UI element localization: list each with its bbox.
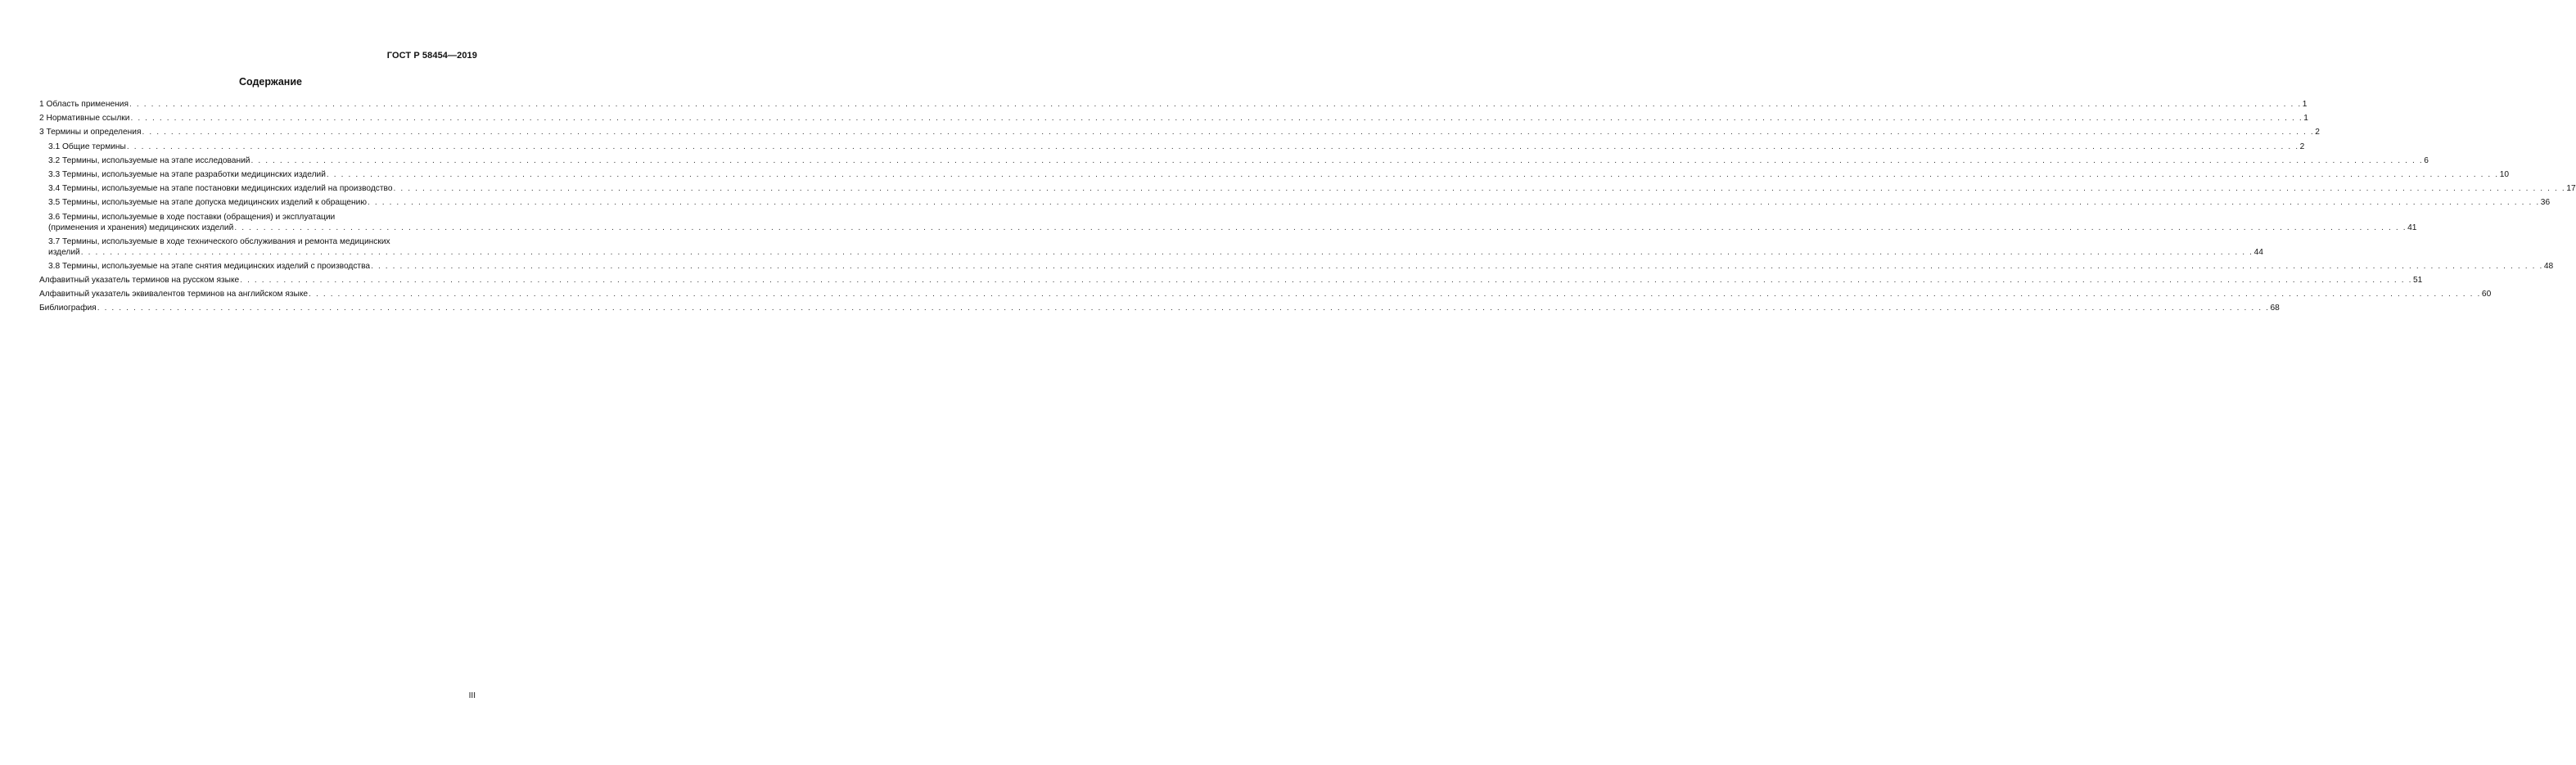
dot-leader: . . . . . . . . . . . . . . . . . . . . . . . . . . . . . . . . . . . . . . . . . . . . . . . . . . . . . . . . . . . . . . . . . . . . . . . . . . . . . . . . . . . . . . . . . . . . . . . . . . . . . . . . . . . . . . . . . . . . . . . . . . . . . . . . . . . . . . . . . . . . . . . . . . . . . . . . . . . . . . . . . . . . . . . . . . . . . . . . . . . . . . . . . . . . . . . . . . . . . . . . . . . . . . . . . . . . . . . . . . . . . . . . . . . . . . . . . . . . . . . . . . . . . . . . . . . . . . . . . . . . . . . . . . . . . . . . . . . . . . . . . . . . . . . . . . . . . . . . . . . . bbox=[326, 169, 2499, 179]
toc-entry-text: Библиография bbox=[39, 304, 97, 313]
toc-entry-text: Алфавитный указатель терминов на русском языке bbox=[39, 276, 240, 286]
toc-entry-page: 41 bbox=[2407, 223, 2417, 232]
toc-entry[interactable] bbox=[39, 127, 2320, 137]
toc-entry-text: 3.3 Термины, используемые на этапе разработки медицинских изделий bbox=[48, 169, 326, 179]
toc-entry[interactable] bbox=[39, 183, 2576, 194]
toc-entry-page: 68 bbox=[2270, 304, 2280, 313]
toc-entry-text: Алфавитный указатель эквивалентов терминов на английском языке bbox=[39, 290, 309, 299]
toc-entry[interactable] bbox=[39, 155, 2429, 166]
toc-entry[interactable] bbox=[39, 275, 2423, 286]
toc-entry[interactable] bbox=[39, 289, 2492, 299]
toc-entry-page: 51 bbox=[2413, 276, 2423, 286]
toc-entry-text: 3.8 Термины, используемые на этапе снятия медицинских изделий с производства bbox=[48, 261, 371, 271]
toc-entry-text: 3.7 Термины, используемые в ходе технического обслуживания и ремонта медицинских bbox=[48, 236, 390, 246]
toc-entry[interactable] bbox=[39, 99, 2308, 110]
page-number: III bbox=[468, 691, 476, 700]
dot-leader: . . . . . . . . . . . . . . . . . . . . . . . . . . . . . . . . . . . . . . . . . . . . . . . . . . . . . . . . . . . . . . . . . . . . . . . . . . . . . . . . . . . . . . . . . . . . . . . . . . . . . . . . . . . . . . . . . . . . . . . . . . . . . . . . . . . . . . . . . . . . . . . . . . . . . . . . . . . . . . . . . . . . . . . . . . . . . . . . . . . . . . . . . . . . . . . . . . . . . . . . . . . . . . . . . . . . . . . . . . . . . . . . . . . . . . . . . . . . . . . . . . . . . . . . . . . . . . . . . . . . . . . . . . . . . . . . . . . . . . . . . . . . . . . . . . . . . . . . . . . . bbox=[309, 290, 2481, 299]
toc-entry-page: 36 bbox=[2540, 198, 2551, 208]
toc-entry-page: 48 bbox=[2543, 261, 2554, 271]
toc-entry[interactable] bbox=[39, 169, 2510, 180]
toc-entry[interactable] bbox=[39, 142, 2305, 152]
toc-entry[interactable] bbox=[39, 236, 2263, 258]
toc-entry-page: 1 bbox=[2302, 100, 2308, 109]
table-of-contents bbox=[39, 99, 2576, 317]
toc-entry[interactable] bbox=[39, 261, 2554, 272]
toc-entry[interactable] bbox=[39, 113, 2308, 124]
toc-entry-page: 17 bbox=[2566, 184, 2576, 194]
toc-entry-page: 2 bbox=[2299, 142, 2305, 151]
dot-leader: . . . . . . . . . . . . . . . . . . . . . . . . . . . . . . . . . . . . . . . . . . . . . . . . . . . . . . . . . . . . . . . . . . . . . . . . . . . . . . . . . . . . . . . . . . . . . . . . . . . . . . . . . . . . . . . . . . . . . . . . . . . . . . . . . . . . . . . . . . . . . . . . . . . . . . . . . . . . . . . . . . . . . . . . . . . . . . . . . . . . . . . . . . . . . . . . . . . . . . . . . . . . . . . . . . . . . . . . . . . . . . . . . . . . . . . . . . . . . . . . . . . . . . . . . . . . . . . . . . . . . . . . . . . . . . . . . . . . . . . . . . . . . . . . . . . . . . . . . . . . bbox=[393, 184, 2566, 194]
toc-entry-text: 3.6 Термины, используемые в ходе поставки (обращения) и эксплуатации bbox=[48, 212, 336, 222]
dot-leader: . . . . . . . . . . . . . . . . . . . . . . . . . . . . . . . . . . . . . . . . . . . . . . . . . . . . . . . . . . . . . . . . . . . . . . . . . . . . . . . . . . . . . . . . . . . . . . . . . . . . . . . . . . . . . . . . . . . . . . . . . . . . . . . . . . . . . . . . . . . . . . . . . . . . . . . . . . . . . . . . . . . . . . . . . . . . . . . . . . . . . . . . . . . . . . . . . . . . . . . . . . . . . . . . . . . . . . . . . . . . . . . . . . . . . . . . . . . . . . . . . . . . . . . . . . . . . . . . . . . . . . . . . . . . . . . . . . . . . . . . . . . . . . . . . . . . . . . . . . . . bbox=[80, 247, 2253, 257]
toc-entry-text: изделий bbox=[48, 247, 80, 257]
dot-leader: . . . . . . . . . . . . . . . . . . . . . . . . . . . . . . . . . . . . . . . . . . . . . . . . . . . . . . . . . . . . . . . . . . . . . . . . . . . . . . . . . . . . . . . . . . . . . . . . . . . . . . . . . . . . . . . . . . . . . . . . . . . . . . . . . . . . . . . . . . . . . . . . . . . . . . . . . . . . . . . . . . . . . . . . . . . . . . . . . . . . . . . . . . . . . . . . . . . . . . . . . . . . . . . . . . . . . . . . . . . . . . . . . . . . . . . . . . . . . . . . . . . . . . . . . . . . . . . . . . . . . . . . . . . . . . . . . . . . . . . . . . . . . . . . . . . . . . . . . . . . bbox=[250, 155, 2424, 165]
toc-entry[interactable] bbox=[39, 212, 2417, 233]
dot-leader: . . . . . . . . . . . . . . . . . . . . . . . . . . . . . . . . . . . . . . . . . . . . . . . . . . . . . . . . . . . . . . . . . . . . . . . . . . . . . . . . . . . . . . . . . . . . . . . . . . . . . . . . . . . . . . . . . . . . . . . . . . . . . . . . . . . . . . . . . . . . . . . . . . . . . . . . . . . . . . . . . . . . . . . . . . . . . . . . . . . . . . . . . . . . . . . . . . . . . . . . . . . . . . . . . . . . . . . . . . . . . . . . . . . . . . . . . . . . . . . . . . . . . . . . . . . . . . . . . . . . . . . . . . . . . . . . . . . . . . . . . . . . . . . . . . . . . . . . . . . . bbox=[240, 276, 2413, 286]
dot-leader: . . . . . . . . . . . . . . . . . . . . . . . . . . . . . . . . . . . . . . . . . . . . . . . . . . . . . . . . . . . . . . . . . . . . . . . . . . . . . . . . . . . . . . . . . . . . . . . . . . . . . . . . . . . . . . . . . . . . . . . . . . . . . . . . . . . . . . . . . . . . . . . . . . . . . . . . . . . . . . . . . . . . . . . . . . . . . . . . . . . . . . . . . . . . . . . . . . . . . . . . . . . . . . . . . . . . . . . . . . . . . . . . . . . . . . . . . . . . . . . . . . . . . . . . . . . . . . . . . . . . . . . . . . . . . . . . . . . . . . . . . . . . . . . . . . . . . . . . . . . . bbox=[142, 128, 2315, 137]
toc-entry-text: 3.5 Термины, используемые на этапе допуска медицинских изделий к обращению bbox=[48, 198, 367, 208]
toc-title: Содержание bbox=[238, 76, 302, 88]
toc-entry-page: 44 bbox=[2253, 247, 2263, 257]
toc-entry-text: 3.4 Термины, используемые на этапе постановки медицинских изделий на производство bbox=[48, 184, 393, 194]
dot-leader: . . . . . . . . . . . . . . . . . . . . . . . . . . . . . . . . . . . . . . . . . . . . . . . . . . . . . . . . . . . . . . . . . . . . . . . . . . . . . . . . . . . . . . . . . . . . . . . . . . . . . . . . . . . . . . . . . . . . . . . . . . . . . . . . . . . . . . . . . . . . . . . . . . . . . . . . . . . . . . . . . . . . . . . . . . . . . . . . . . . . . . . . . . . . . . . . . . . . . . . . . . . . . . . . . . . . . . . . . . . . . . . . . . . . . . . . . . . . . . . . . . . . . . . . . . . . . . . . . . . . . . . . . . . . . . . . . . . . . . . . . . . . . . . . . . . . . . . . . . . . bbox=[129, 100, 2302, 109]
dot-leader: . . . . . . . . . . . . . . . . . . . . . . . . . . . . . . . . . . . . . . . . . . . . . . . . . . . . . . . . . . . . . . . . . . . . . . . . . . . . . . . . . . . . . . . . . . . . . . . . . . . . . . . . . . . . . . . . . . . . . . . . . . . . . . . . . . . . . . . . . . . . . . . . . . . . . . . . . . . . . . . . . . . . . . . . . . . . . . . . . . . . . . . . . . . . . . . . . . . . . . . . . . . . . . . . . . . . . . . . . . . . . . . . . . . . . . . . . . . . . . . . . . . . . . . . . . . . . . . . . . . . . . . . . . . . . . . . . . . . . . . . . . . . . . . . . . . . . . . . . . . . bbox=[126, 142, 2299, 151]
toc-entry-text: 3.1 Общие термины bbox=[48, 142, 126, 151]
toc-entry-page: 6 bbox=[2424, 155, 2429, 165]
dot-leader: . . . . . . . . . . . . . . . . . . . . . . . . . . . . . . . . . . . . . . . . . . . . . . . . . . . . . . . . . . . . . . . . . . . . . . . . . . . . . . . . . . . . . . . . . . . . . . . . . . . . . . . . . . . . . . . . . . . . . . . . . . . . . . . . . . . . . . . . . . . . . . . . . . . . . . . . . . . . . . . . . . . . . . . . . . . . . . . . . . . . . . . . . . . . . . . . . . . . . . . . . . . . . . . . . . . . . . . . . . . . . . . . . . . . . . . . . . . . . . . . . . . . . . . . . . . . . . . . . . . . . . . . . . . . . . . . . . . . . . . . . . . . . . . . . . . . . . . . . . . . bbox=[130, 114, 2303, 124]
dot-leader: . . . . . . . . . . . . . . . . . . . . . . . . . . . . . . . . . . . . . . . . . . . . . . . . . . . . . . . . . . . . . . . . . . . . . . . . . . . . . . . . . . . . . . . . . . . . . . . . . . . . . . . . . . . . . . . . . . . . . . . . . . . . . . . . . . . . . . . . . . . . . . . . . . . . . . . . . . . . . . . . . . . . . . . . . . . . . . . . . . . . . . . . . . . . . . . . . . . . . . . . . . . . . . . . . . . . . . . . . . . . . . . . . . . . . . . . . . . . . . . . . . . . . . . . . . . . . . . . . . . . . . . . . . . . . . . . . . . . . . . . . . . . . . . . . . . . . . . . . . . . bbox=[234, 223, 2407, 232]
dot-leader: . . . . . . . . . . . . . . . . . . . . . . . . . . . . . . . . . . . . . . . . . . . . . . . . . . . . . . . . . . . . . . . . . . . . . . . . . . . . . . . . . . . . . . . . . . . . . . . . . . . . . . . . . . . . . . . . . . . . . . . . . . . . . . . . . . . . . . . . . . . . . . . . . . . . . . . . . . . . . . . . . . . . . . . . . . . . . . . . . . . . . . . . . . . . . . . . . . . . . . . . . . . . . . . . . . . . . . . . . . . . . . . . . . . . . . . . . . . . . . . . . . . . . . . . . . . . . . . . . . . . . . . . . . . . . . . . . . . . . . . . . . . . . . . . . . . . . . . . . . . . bbox=[367, 198, 2540, 208]
toc-entry-text: 3 Термины и определения bbox=[39, 128, 142, 137]
toc-entry[interactable] bbox=[39, 197, 2551, 208]
toc-entry-text: 2 Нормативные ссылки bbox=[39, 114, 130, 124]
toc-entry-text: 1 Область применения bbox=[39, 100, 129, 109]
document-code: ГОСТ Р 58454—2019 bbox=[386, 51, 477, 61]
toc-entry-text: 3.2 Термины, используемые на этапе исследований bbox=[48, 155, 250, 165]
toc-entry-page: 10 bbox=[2499, 169, 2510, 179]
dot-leader: . . . . . . . . . . . . . . . . . . . . . . . . . . . . . . . . . . . . . . . . . . . . . . . . . . . . . . . . . . . . . . . . . . . . . . . . . . . . . . . . . . . . . . . . . . . . . . . . . . . . . . . . . . . . . . . . . . . . . . . . . . . . . . . . . . . . . . . . . . . . . . . . . . . . . . . . . . . . . . . . . . . . . . . . . . . . . . . . . . . . . . . . . . . . . . . . . . . . . . . . . . . . . . . . . . . . . . . . . . . . . . . . . . . . . . . . . . . . . . . . . . . . . . . . . . . . . . . . . . . . . . . . . . . . . . . . . . . . . . . . . . . . . . . . . . . . . . . . . . . . bbox=[371, 261, 2543, 271]
toc-entry-page: 1 bbox=[2303, 114, 2308, 124]
toc-entry-page: 60 bbox=[2481, 290, 2492, 299]
toc-entry-page: 2 bbox=[2315, 128, 2320, 137]
toc-entry-text: (применения и хранения) медицинских изделий bbox=[48, 223, 234, 232]
dot-leader: . . . . . . . . . . . . . . . . . . . . . . . . . . . . . . . . . . . . . . . . . . . . . . . . . . . . . . . . . . . . . . . . . . . . . . . . . . . . . . . . . . . . . . . . . . . . . . . . . . . . . . . . . . . . . . . . . . . . . . . . . . . . . . . . . . . . . . . . . . . . . . . . . . . . . . . . . . . . . . . . . . . . . . . . . . . . . . . . . . . . . . . . . . . . . . . . . . . . . . . . . . . . . . . . . . . . . . . . . . . . . . . . . . . . . . . . . . . . . . . . . . . . . . . . . . . . . . . . . . . . . . . . . . . . . . . . . . . . . . . . . . . . . . . . . . . . . . . . . . . . bbox=[97, 304, 2270, 313]
toc-entry[interactable] bbox=[39, 303, 2280, 313]
